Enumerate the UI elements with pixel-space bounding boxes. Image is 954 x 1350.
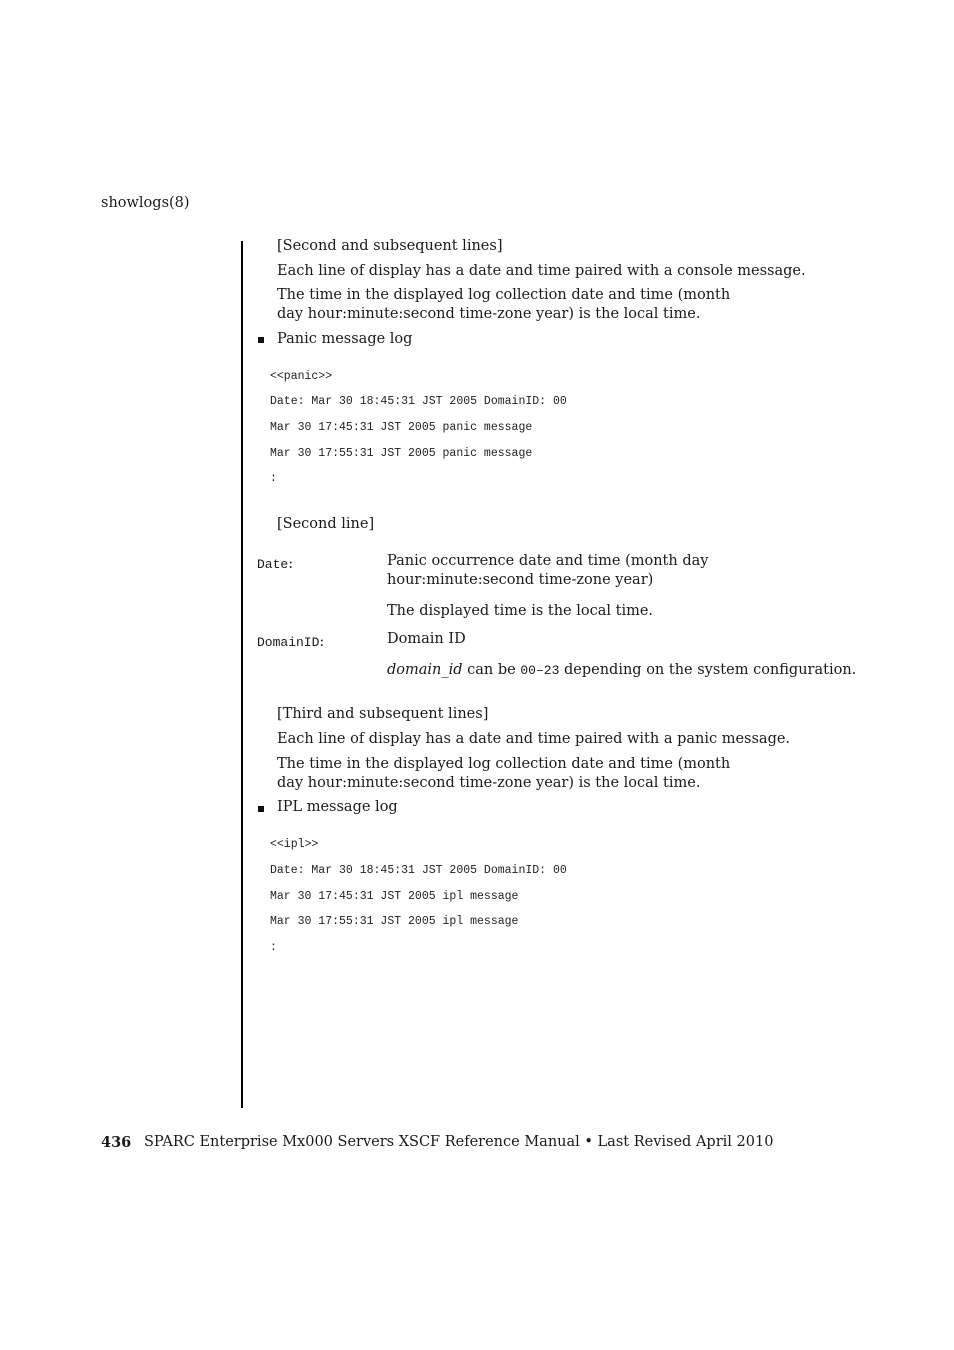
- paragraph: Each line of display has a date and time paired with a panic message.: [277, 731, 791, 747]
- section-heading: [Second and subsequent lines]: [277, 238, 503, 254]
- code-line: Mar 30 17:45:31 JST 2005 panic message: [270, 421, 533, 434]
- definition-note: The displayed time is the local time.: [387, 603, 654, 619]
- bullet-icon: [258, 806, 264, 812]
- definition-note: [387, 661, 856, 680]
- footer-title: SPARC Enterprise Mx000 Servers XSCF Reference Manual • Last Revised April 2010: [144, 1134, 774, 1150]
- code-line: :: [270, 472, 277, 485]
- variable: domain_id: [387, 662, 463, 678]
- paragraph: Each line of display has a date and time paired with a console message.: [277, 263, 806, 279]
- bullet-label: Panic message log: [277, 331, 413, 347]
- code-line: <<ipl>>: [270, 838, 319, 851]
- term-colon: :: [288, 556, 294, 572]
- definition-term: [257, 631, 324, 652]
- section-heading: [Third and subsequent lines]: [277, 706, 489, 722]
- change-bar: [241, 241, 243, 1108]
- definition-term: [257, 553, 293, 574]
- section-heading: [Second line]: [277, 516, 375, 532]
- paragraph: The time in the displayed log collection date and time (month day hour:minute:second time-zone year) is the local time.: [277, 287, 731, 322]
- note-text: can be: [462, 662, 521, 678]
- page-number: 436: [101, 1134, 132, 1151]
- code-line: Date: Mar 30 18:45:31 JST 2005 DomainID: 00: [270, 864, 567, 877]
- bullet-label: IPL message log: [277, 799, 398, 815]
- code-line: Mar 30 17:55:31 JST 2005 panic message: [270, 447, 533, 460]
- term-code: Date: [257, 557, 289, 572]
- running-head: showlogs(8): [101, 195, 190, 211]
- definition-desc: Domain ID: [387, 631, 466, 647]
- code-line: <<panic>>: [270, 370, 333, 383]
- code-line: Mar 30 17:45:31 JST 2005 ipl message: [270, 890, 519, 903]
- note-text: depending on the system configuration.: [559, 662, 857, 678]
- range-code: 00–23: [520, 663, 560, 678]
- bullet-icon: [258, 337, 264, 343]
- code-line: Date: Mar 30 18:45:31 JST 2005 DomainID: 00: [270, 395, 567, 408]
- code-line: Mar 30 17:55:31 JST 2005 ipl message: [270, 915, 519, 928]
- code-line: :: [270, 941, 277, 954]
- definition-desc: Panic occurrence date and time (month day hour:minute:second time-zone year): [387, 553, 709, 588]
- term-colon: :: [319, 634, 325, 650]
- paragraph: The time in the displayed log collection date and time (month day hour:minute:second time-zone year) is the local time.: [277, 756, 731, 791]
- term-code: DomainID: [257, 635, 320, 650]
